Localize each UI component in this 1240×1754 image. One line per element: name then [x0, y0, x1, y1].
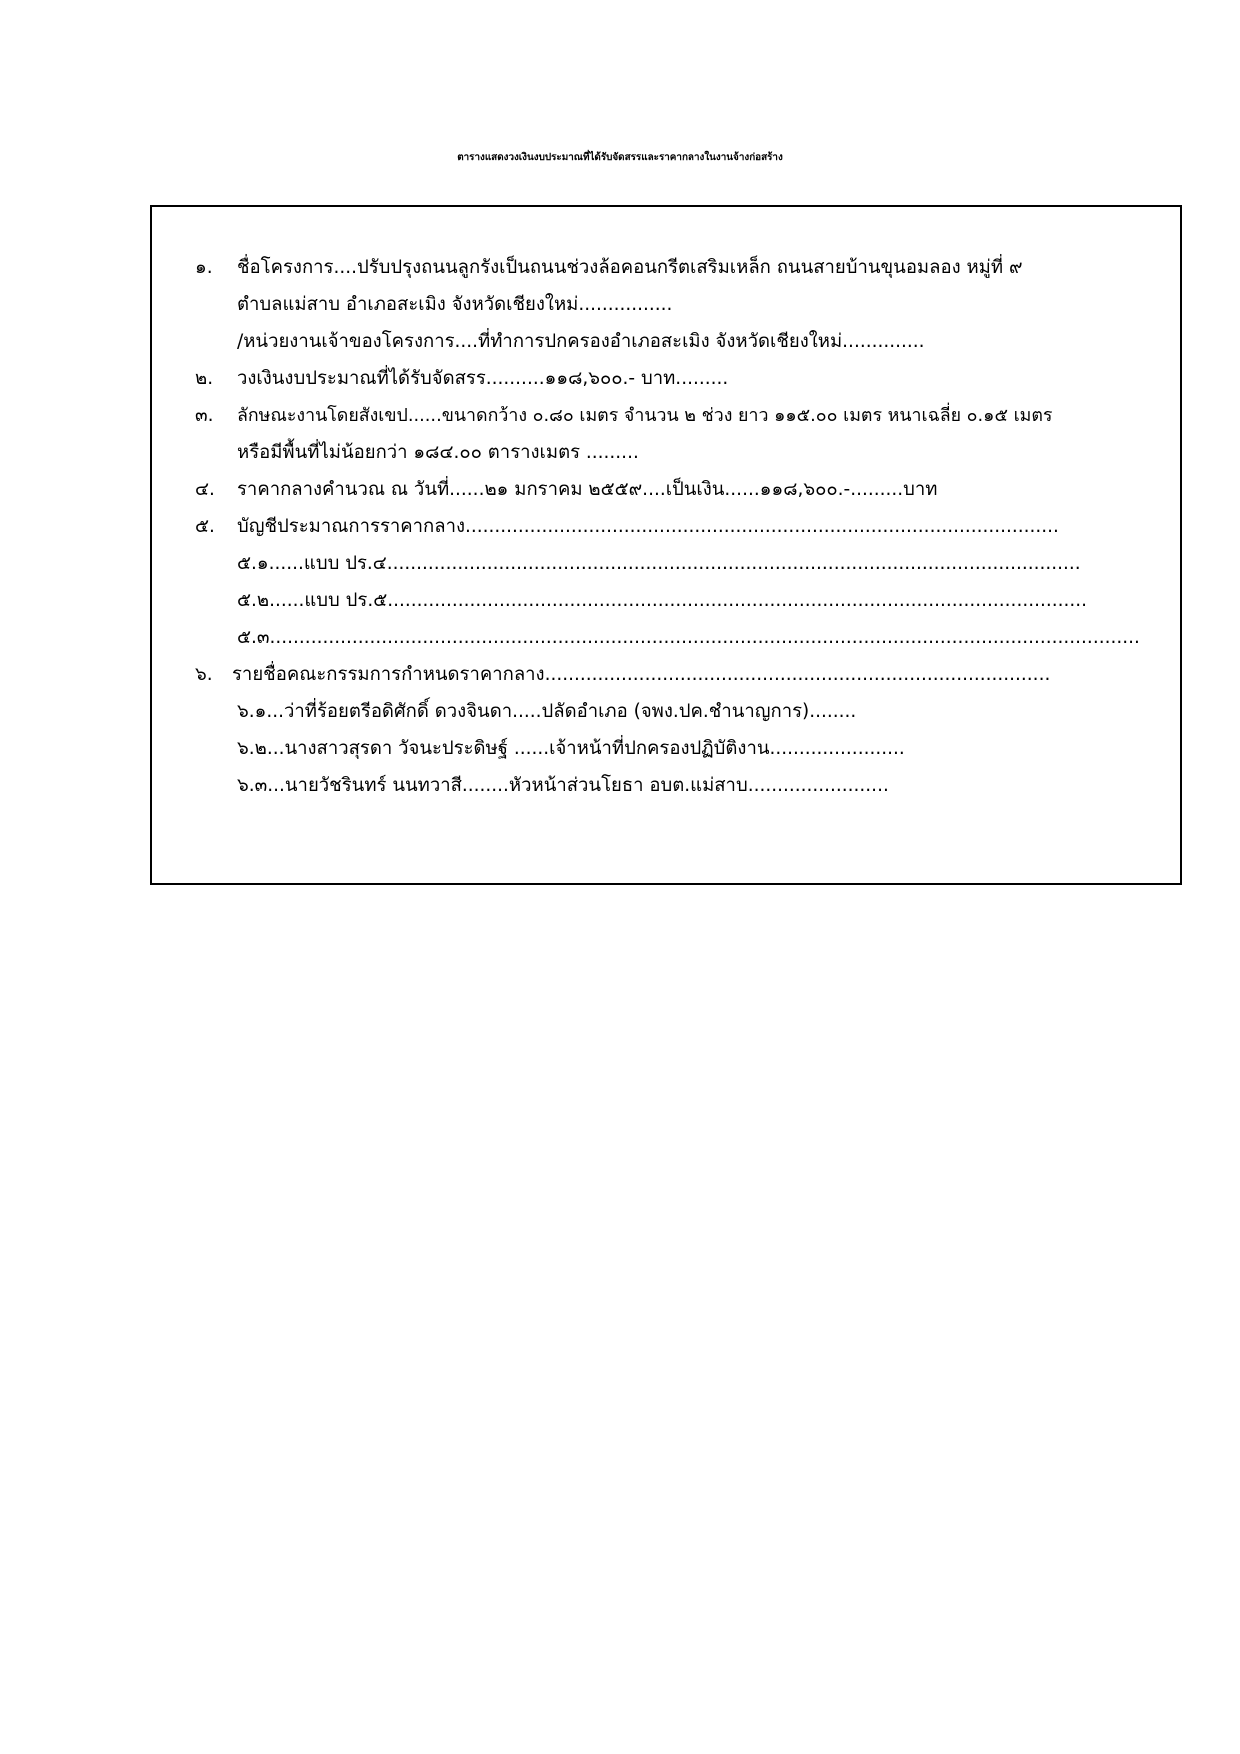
item-4-number: ๔.	[195, 479, 215, 500]
item-2-number: ๒.	[195, 368, 214, 389]
item-1-line-3: /หน่วยงานเจ้าของโครงการ....ที่ทำการปกครองอำเภอสะเมิง จังหวัดเชียงใหม่..............	[237, 331, 925, 352]
item-1-line-1: ชื่อโครงการ....ปรับปรุงถนนลูกรังเป็นถนนช่วงล้อคอนกรีตเสริมเหล็ก ถนนสายบ้านขุนอมลอง หมู่ที่ ๙	[237, 257, 1023, 278]
item-6-line-1: รายชื่อคณะกรรมการกำหนดราคากลาง......................................................................................	[232, 664, 1051, 685]
item-3-number: ๓.	[195, 405, 214, 426]
item-1-number: ๑.	[195, 257, 213, 278]
item-6-member-3: ๖.๓...นายวัชรินทร์ นนทวาสี........หัวหน้าส่วนโยธา อบต.แม่สาบ........................	[237, 775, 889, 796]
item-6-member-2: ๖.๒...นางสาวสุรดา วัจนะประดิษฐ์ ......เจ้าหน้าที่ปกครองปฏิบัติงาน.......................	[237, 738, 905, 759]
item-3-line-1: ลักษณะงานโดยสังเขป......ขนาดกว้าง ๐.๘๐ เมตร จำนวน ๒ ช่วง ยาว ๑๑๕.๐๐ เมตร หนาเฉลี่ย ๐.๑๕ เมตร	[237, 405, 1053, 426]
item-5-sub-3: ๕.๓....................................................................................................................................................	[237, 627, 1140, 648]
content-frame	[150, 205, 1182, 885]
item-5-sub-1: ๕.๑......แบบ ปร.๔......................................................................................................................	[237, 553, 1081, 574]
item-1-line-2: ตำบลแม่สาบ อำเภอสะเมิง จังหวัดเชียงใหม่................	[237, 294, 673, 315]
document-title: ตารางแสดงวงเงินงบประมาณที่ได้รับจัดสรรและราคากลางในงานจ้างก่อสร้าง	[457, 152, 783, 163]
item-3-line-2: หรือมีพื้นที่ไม่น้อยกว่า ๑๘๔.๐๐ ตารางเมตร .........	[237, 442, 639, 463]
item-5-number: ๕.	[195, 516, 215, 537]
item-5-sub-2: ๕.๒......แบบ ปร.๕.......................................................................................................................	[237, 590, 1088, 611]
item-6-number: ๖.	[195, 664, 213, 685]
item-4-line-1: ราคากลางคำนวณ ณ วันที่......๒๑ มกราคม ๒๕๕๙....เป็นเงิน......๑๑๘,๖๐๐.-.........บาท	[237, 479, 938, 500]
item-2-line-1: วงเงินงบประมาณที่ได้รับจัดสรร..........๑๑๘,๖๐๐.- บาท.........	[237, 368, 729, 389]
item-5-line-1: บัญชีประมาณการราคากลาง.....................................................................................................	[237, 516, 1059, 537]
item-6-member-1: ๖.๑...ว่าที่ร้อยตรีอดิศักดิ์ ดวงจินดา.....ปลัดอำเภอ (จพง.ปค.ชำนาญการ)........	[237, 701, 857, 722]
